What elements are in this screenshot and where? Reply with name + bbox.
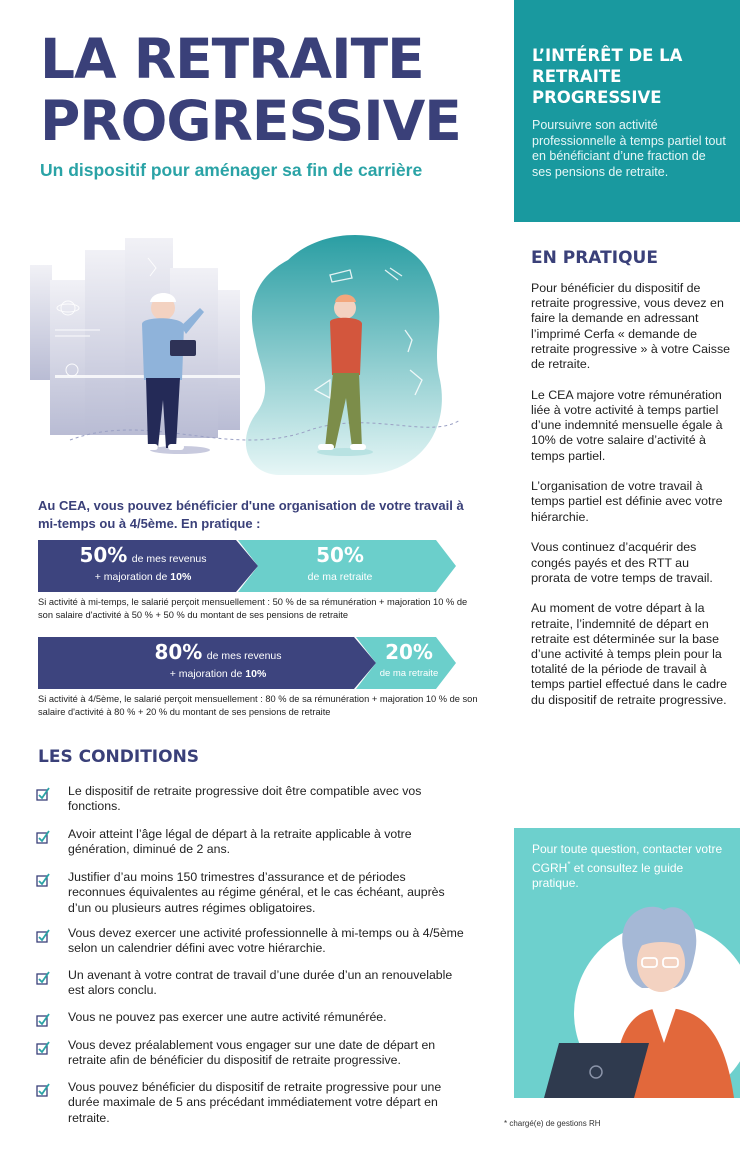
banner-mi-temps — [38, 540, 456, 592]
checkbox-icon — [36, 830, 50, 844]
checkbox-icon — [36, 971, 50, 985]
pratique-title: EN PRATIQUE — [531, 248, 658, 268]
banner-1-sub-value: 10% — [170, 571, 192, 583]
banner-2-right-label: de ma retraite — [379, 668, 439, 679]
page-title — [40, 28, 510, 152]
condition-item: Vous devez préalablement vous engager sur une date de départ en retraite afin de bénéficier du dispositif de retraite progressive. — [36, 1038, 466, 1069]
checkbox-icon — [36, 1013, 50, 1027]
condition-item: Avoir atteint l’âge légal de départ à la retraite applicable à votre génération, diminué de 2 ans. — [36, 827, 466, 858]
banner-1-right-label: de ma retraite — [307, 571, 373, 583]
contact-text: Pour toute question, contacter votre CGRH* et consultez le guide pratique. — [532, 842, 723, 890]
checkbox-icon — [36, 787, 50, 801]
banner-2-left-pct: 80% — [154, 640, 203, 664]
pratique-section — [531, 248, 731, 723]
conditions-title: LES CONDITIONS — [38, 747, 200, 767]
banner-2-right-pct: 20% — [385, 640, 433, 664]
pratique-paragraph: L’organisation de votre travail à temps partiel est définie avec votre hiérarchie. — [531, 479, 723, 524]
checkbox-icon — [36, 1041, 50, 1055]
pratique-paragraph: Au moment de votre départ à la retraite, l’indemnité de départ en retraite est déterminée sur la base d’une activité à temps plein pour la totalité de la période de travail à temps partiel effectué dans le cadre du dispositif de retraite progressive. — [531, 601, 728, 707]
banner-1-right — [260, 543, 420, 583]
banner-2-left — [88, 640, 348, 680]
checkbox-icon — [36, 873, 50, 887]
interet-text: Poursuivre son activité professionnelle à temps partiel tout en bénéficiant d’une fraction de ses pensions de retraite. — [532, 118, 726, 179]
condition-item: Justifier d’au moins 150 trimestres d’assurance et de périodes reconnues équivalentes au régime général, et le cas échéant, auprès d’un ou plusieurs autres régimes obligatoires. — [36, 870, 466, 916]
checkbox-icon — [36, 1083, 50, 1097]
condition-item: Vous devez exercer une activité professionnelle à mi-temps ou à 4/5ème selon un calendrier défini avec votre hiérarchie. — [36, 926, 466, 957]
banner-2-sub-value: 10% — [245, 668, 267, 680]
pratique-paragraph: Le CEA majore votre rémunération liée à votre activité à temps partiel d’une indemnité mensuelle égale à 10% de votre salaire d’activité à temps partiel. — [531, 387, 723, 463]
banner-2-note: Si activité à 4/5ème, le salarié perçoit mensuellement : 80 % de sa rémunération + majoration 10 % de son salaire d'activité à 80 % + 20 % du montant de ses pensions de retraite — [38, 694, 478, 717]
interet-title: L’INTÉRÊT DE LA RETRAITE PROGRESSIVE — [532, 46, 683, 107]
page-subtitle: Un dispositif pour aménager sa fin de carrière — [40, 160, 423, 180]
condition-item: Vous pouvez bénéficier du dispositif de retraite progressive pour une durée maximale de 5 ans précédant immédiatement votre départ en retraite. — [36, 1080, 466, 1126]
woman-laptop-illustration — [514, 828, 740, 1098]
condition-item: Vous ne pouvez pas exercer une autre activité rémunérée. — [36, 1010, 466, 1027]
banner-1-right-pct: 50% — [316, 543, 364, 567]
banner-1-left-label: de mes revenus — [131, 553, 207, 565]
intro-text: Au CEA, vous pouvez bénéficier d'une organisation de votre travail à mi-temps ou à 4/5ème. En pratique : — [38, 498, 464, 531]
banner-4-5eme — [38, 637, 456, 689]
footnote: * chargé(e) de gestions RH — [504, 1119, 601, 1128]
banner-2-right — [370, 640, 448, 679]
interet-box — [514, 0, 740, 222]
pratique-paragraph: Vous continuez d’acquérir des congés payés et des RTT au prorata de votre temps de travail. — [531, 540, 713, 585]
banner-1-left — [48, 543, 238, 583]
banner-2-sub-prefix: + majoration de — [169, 668, 246, 680]
condition-item: Un avenant à votre contrat de travail d’une durée d’un an renouvelable est alors conclu. — [36, 968, 466, 999]
title-line-2: PROGRESSIVE — [40, 89, 461, 153]
title-line-1: LA RETRAITE — [40, 27, 424, 91]
condition-item: Le dispositif de retraite progressive doit être compatible avec vos fonctions. — [36, 784, 466, 815]
contact-box — [514, 828, 740, 1098]
banner-1-sub-prefix: + majoration de — [94, 571, 171, 583]
banner-1-note: Si activité à mi-temps, le salarié perçoit mensuellement : 50 % de sa rémunération + majoration 10 % de son salaire d'activité à 50 % + 50 % du montant de ses pensions de retraite — [38, 597, 468, 620]
banner-1-left-pct: 50% — [79, 543, 128, 567]
banner-2-left-label: de mes revenus — [206, 650, 282, 662]
checkbox-icon — [36, 929, 50, 943]
retirement-illustration — [30, 230, 470, 475]
pratique-paragraph: Pour bénéficier du dispositif de retraite progressive, vous devez en faire la demande en adressant l’imprimé Cerfa « demande de retraite progressive » à votre Caisse de retraite. — [531, 281, 731, 372]
